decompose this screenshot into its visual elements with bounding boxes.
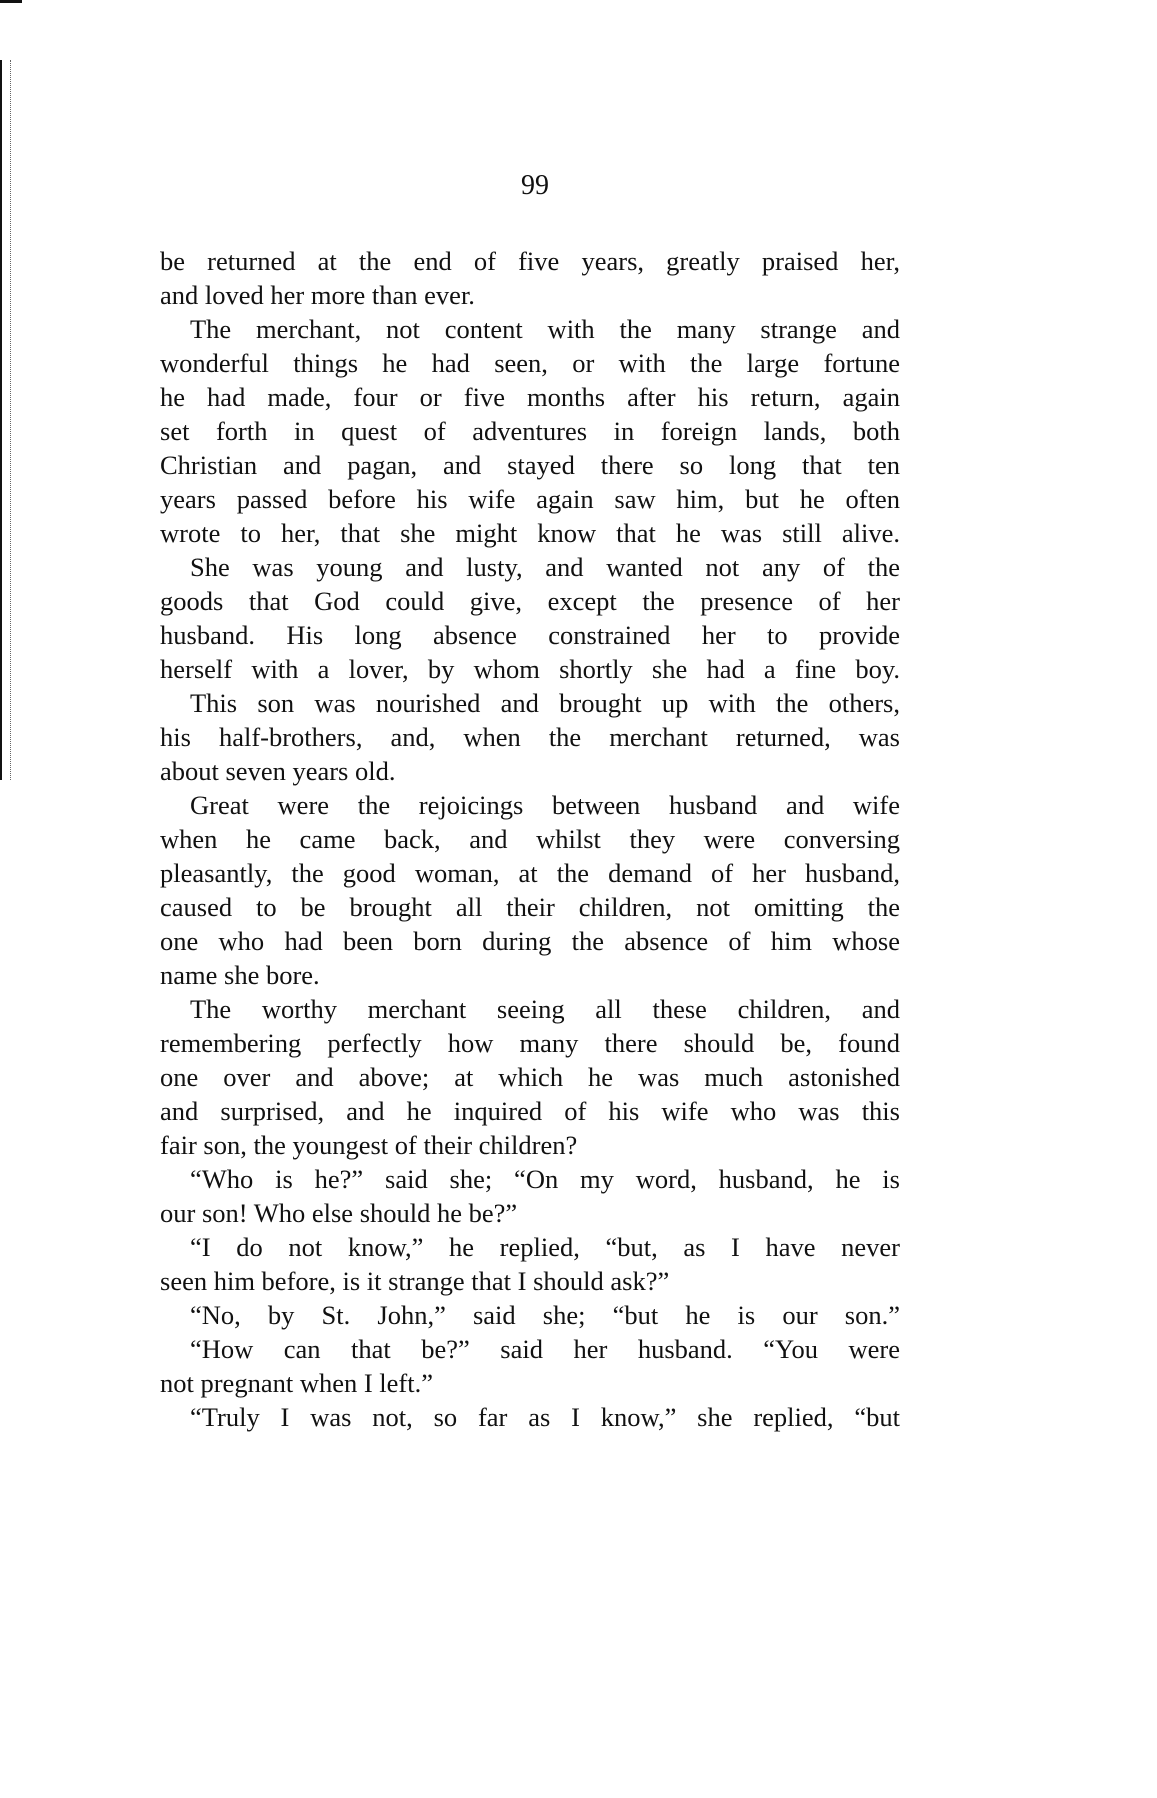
text-line: when he came back, and whilst they were conversing bbox=[160, 824, 900, 854]
text-line: The worthy merchant seeing all these children, and bbox=[190, 994, 900, 1024]
text-line: Christian and pagan, and stayed there so long that ten bbox=[160, 450, 900, 480]
text-line: about seven years old. bbox=[160, 756, 396, 786]
text-line: and surprised, and he inquired of his wife who was this bbox=[160, 1096, 900, 1126]
text-line: “No, by St. John,” said she; “but he is our son.” bbox=[190, 1300, 900, 1330]
text-line: wonderful things he had seen, or with the large fortune bbox=[160, 348, 900, 378]
text-line: he had made, four or five months after his return, again bbox=[160, 382, 900, 412]
text-line: one who had been born during the absence of him whose bbox=[160, 926, 900, 956]
text-line: “How can that be?” said her husband. “You were bbox=[190, 1334, 900, 1364]
text-line: fair son, the youngest of their children? bbox=[160, 1130, 578, 1160]
text-line: our son! Who else should he be?” bbox=[160, 1198, 518, 1228]
text-line: “Who is he?” said she; “On my word, husband, he is bbox=[190, 1164, 900, 1194]
corner-mark bbox=[0, 0, 22, 3]
text-line: name she bore. bbox=[160, 960, 320, 990]
text-line: She was young and lusty, and wanted not any of the bbox=[190, 552, 900, 582]
text-line: not pregnant when I left.” bbox=[160, 1368, 433, 1398]
text-line: herself with a lover, by whom shortly she had a fine boy. bbox=[160, 654, 900, 684]
text-line: wrote to her, that she might know that he was still alive. bbox=[160, 518, 900, 548]
text-line: years passed before his wife again saw him, but he often bbox=[160, 484, 900, 514]
text-line: be returned at the end of five years, greatly praised her, bbox=[160, 246, 900, 276]
binding-edge bbox=[0, 60, 11, 780]
text-line: “I do not know,” he replied, “but, as I have never bbox=[190, 1232, 900, 1262]
text-line: This son was nourished and brought up with the others, bbox=[190, 688, 900, 718]
text-line: one over and above; at which he was much astonished bbox=[160, 1062, 900, 1092]
text-line: caused to be brought all their children, not omitting the bbox=[160, 892, 900, 922]
page-number: 99 bbox=[521, 170, 549, 201]
text-line: seen him before, is it strange that I should ask?” bbox=[160, 1266, 670, 1296]
text-line: The merchant, not content with the many strange and bbox=[190, 314, 900, 344]
text-line: husband. His long absence constrained her to provide bbox=[160, 620, 900, 650]
text-line: Great were the rejoicings between husband and wife bbox=[190, 790, 900, 820]
text-line: pleasantly, the good woman, at the demand of her husband, bbox=[160, 858, 900, 888]
text-line: remembering perfectly how many there should be, found bbox=[160, 1028, 900, 1058]
text-line: “Truly I was not, so far as I know,” she replied, “but bbox=[190, 1402, 900, 1432]
text-line: set forth in quest of adventures in foreign lands, both bbox=[160, 416, 900, 446]
text-line: and loved her more than ever. bbox=[160, 280, 475, 310]
body-text bbox=[160, 244, 900, 1434]
text-line: goods that God could give, except the presence of her bbox=[160, 586, 900, 616]
text-line: his half-brothers, and, when the merchant returned, was bbox=[160, 722, 900, 752]
